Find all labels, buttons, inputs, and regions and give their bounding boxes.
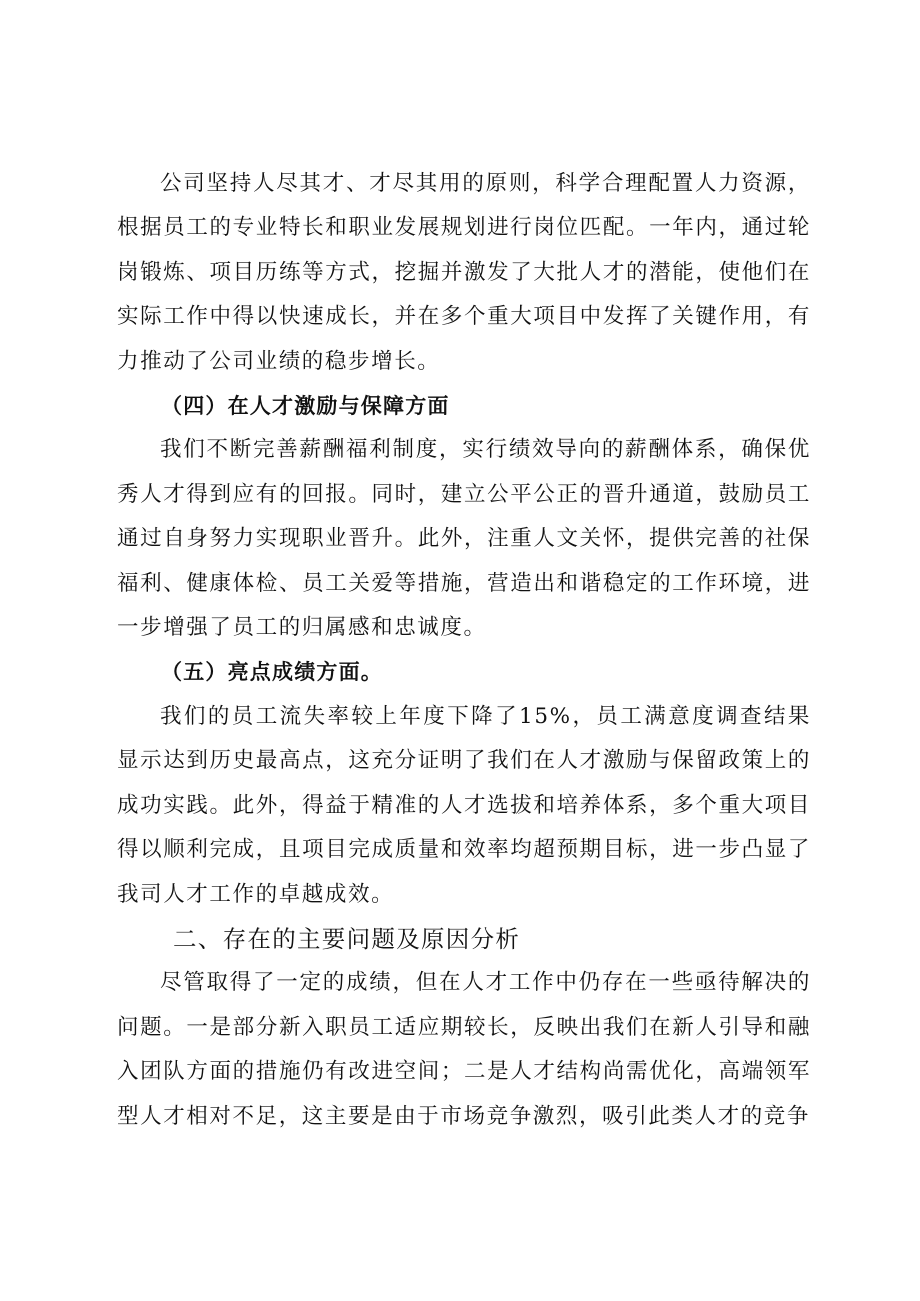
section-heading-problems: 二、存在的主要问题及原因分析 bbox=[173, 924, 521, 953]
paragraph-highlights: 我们的员工流失率较上年度下降了15%，员工满意度调查结果显示达到历史最高点，这充分证明了我们在人才激励与保留政策上的成功实践。此外，得益于精准的人才选拔和培养体系，多个重大项目得以顺利完成，且项目完成质量和效率均超预期目标，进一步凸显了我司人才工作的卓越成效。 bbox=[117, 703, 811, 907]
paragraph-incentive-and-guarantee: 我们不断完善薪酬福利制度，实行绩效导向的薪酬体系，确保优秀人才得到应有的回报。同时，建立公平公正的晋升通道，鼓励员工通过自身努力实现职业晋升。此外，注重人文关怀，提供完善的社保福利、健康体检、员工关爱等措施，营造出和谐稳定的工作环境，进一步增强了员工的归属感和忠诚度。 bbox=[117, 437, 811, 641]
paragraph-talent-allocation: 公司坚持人尽其才、才尽其用的原则，科学合理配置人力资源，根据员工的专业特长和职业发展规划进行岗位匹配。一年内，通过轮岗锻炼、项目历练等方式，挖掘并激发了大批人才的潜能，使他们在实际工作中得以快速成长，并在多个重大项目中发挥了关键作用，有力推动了公司业绩的稳步增长。 bbox=[117, 171, 811, 374]
subheading-highlights: （五）亮点成绩方面。 bbox=[161, 660, 383, 685]
subheading-incentive-and-guarantee: （四）在人才激励与保障方面 bbox=[161, 394, 450, 419]
document-body bbox=[117, 162, 811, 1139]
paragraph-problems: 尽管取得了一定的成绩，但在人才工作中仍存在一些亟待解决的问题。一是部分新入职员工适应期较长，反映出我们在新人引导和融入团队方面的措施仍有改进空间；二是人才结构尚需优化，高端领军型人才相对不足，这主要是由于市场竞争激烈，吸引此类人才的竞争 bbox=[117, 970, 811, 1129]
